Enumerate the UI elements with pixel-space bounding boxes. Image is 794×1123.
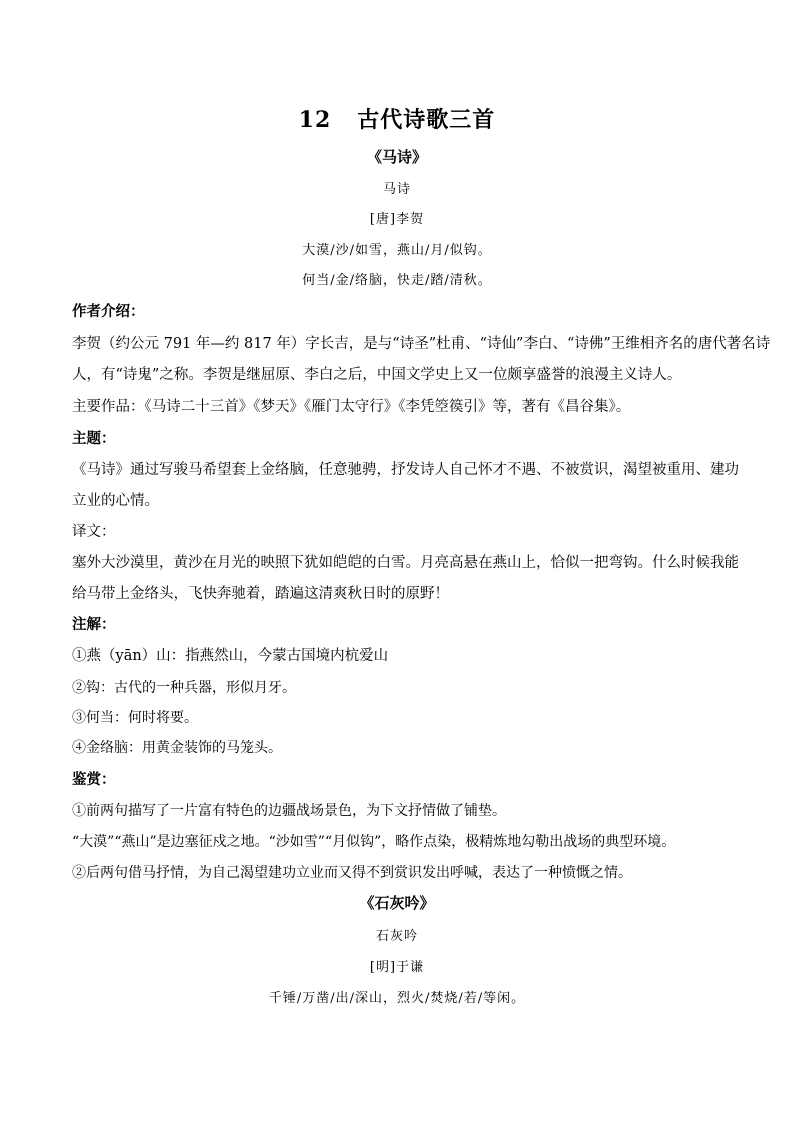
translation-line-1: 塞外大沙漠里，黄沙在月光的映照下犹如皑皑的白雪。月亮高悬在燕山上，恰似一把弯钩。什么时候我能 — [72, 555, 739, 571]
author-intro-heading: 作者介绍： — [72, 303, 145, 320]
translation-line-2: 给马带上金络头，飞快奔驰着，踏遍这清爽秋日时的原野！ — [72, 586, 449, 602]
poem2-line-1: 千锤/万凿/出/深山，烈火/焚烧/若/等闲。 — [268, 991, 526, 1006]
poem1-heading: 《马诗》 — [366, 148, 427, 166]
note-3: ③何当：何时将要。 — [72, 710, 198, 726]
poem1-author: [唐]李贺 — [369, 212, 425, 227]
lesson-number: 12 — [298, 107, 332, 133]
appreciation-line-3: ②后两句借马抒情，为自己渴望建功立业而又得不到赏识发出呼喊，表达了一种愤慨之情。 — [72, 865, 632, 881]
poem2-author: [明]于谦 — [369, 960, 425, 975]
poem2-heading: 《石灰吟》 — [359, 894, 435, 912]
theme-line-1: 《马诗》通过写骏马希望套上金络脑，任意驰骋，抒发诗人自己怀才不遇、不被赏识，渴望被重用、建功 — [72, 462, 739, 478]
author-intro-line-1: 李贺（约公元 791 年—约 817 年）字长吉，是与“诗圣”杜甫、“诗仙”李白、“诗佛”王维相齐名的唐代著名诗 — [72, 336, 771, 352]
poem1-line-1: 大漠/沙/如雪，燕山/月/似钩。 — [302, 243, 492, 258]
note-1: ①燕（yān）山：指燕然山，今蒙古国境内杭爱山 — [72, 648, 389, 664]
appreciation-line-1: ①前两句描写了一片富有特色的边疆战场景色，为下文抒情做了铺垫。 — [72, 803, 506, 819]
notes-heading: 注解： — [72, 616, 116, 633]
note-2: ②钩：古代的一种兵器，形似月牙。 — [72, 680, 296, 696]
lesson-title: 古代诗歌三首 — [357, 107, 496, 133]
page-title — [0, 103, 794, 134]
poem1-title: 马诗 — [382, 182, 411, 197]
major-works: 主要作品：《马诗二十三首》《梦天》《雁门太守行》《李凭箜篌引》等，著有《昌谷集》。 — [72, 399, 631, 415]
poem2-title: 石灰吟 — [375, 929, 418, 944]
appreciation-line-2: “大漠”“燕山”是边塞征戍之地。“沙如雪”“月似钩”，略作点染，极精炼地勾勒出战场的典型环境。 — [72, 834, 676, 850]
author-intro-line-2: 人，有“诗鬼”之称。李贺是继屈原、李白之后，中国文学史上又一位颇享盛誉的浪漫主义诗人。 — [72, 367, 682, 383]
translation-heading: 译文： — [72, 524, 116, 540]
theme-heading: 主题： — [72, 430, 116, 447]
appreciation-heading: 鉴赏： — [72, 771, 116, 788]
theme-line-2: 立业的心情。 — [72, 493, 159, 509]
poem1-line-2: 何当/金/络脑，快走/踏/清秋。 — [302, 273, 492, 288]
note-4: ④金络脑：用黄金装饰的马笼头。 — [72, 740, 282, 756]
